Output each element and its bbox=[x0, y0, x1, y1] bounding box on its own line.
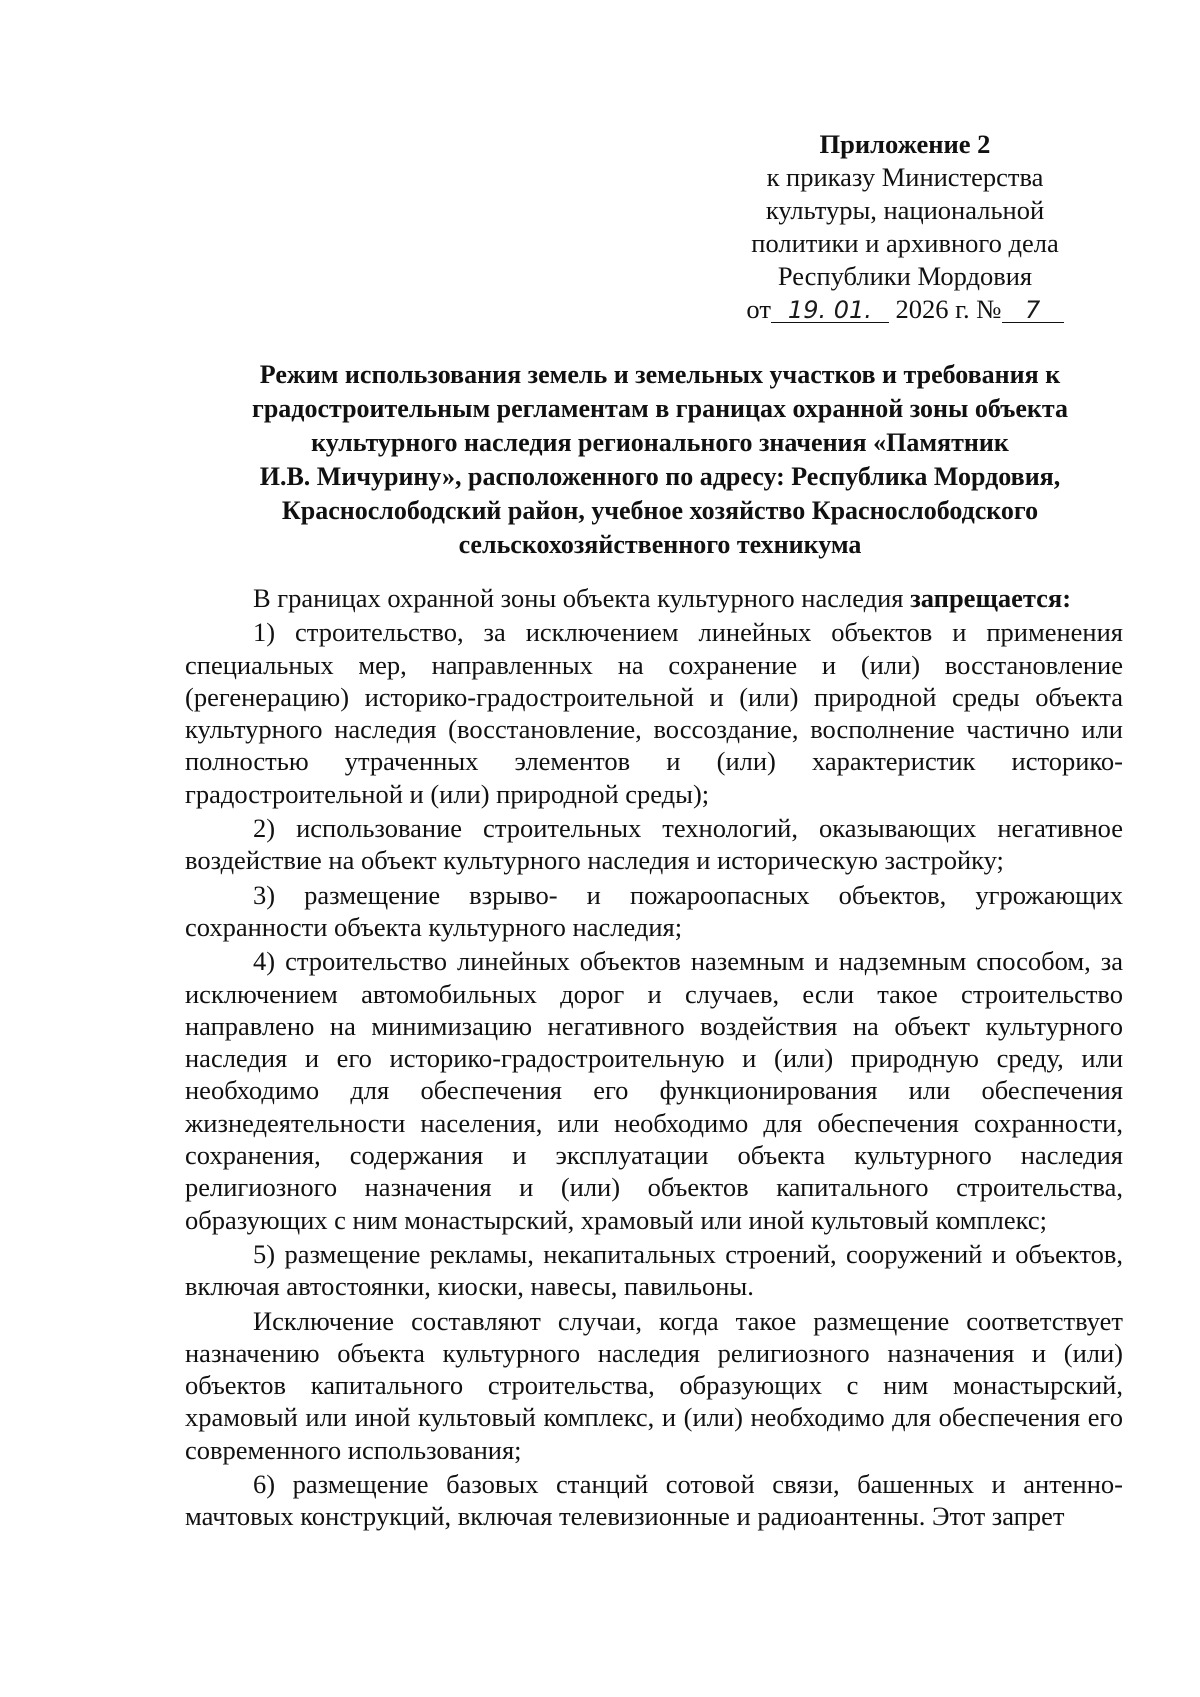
intro-paragraph bbox=[185, 582, 1123, 614]
heading-line: культурного наследия регионального значения «Памятник bbox=[311, 428, 1009, 457]
order-date-line bbox=[695, 293, 1115, 326]
list-item: 2) использование строительных технологий, оказывающих негативное воздействие на объект культурного наследия и историческую застройку; bbox=[185, 813, 1123, 876]
appendix-line: политики и архивного дела bbox=[751, 228, 1059, 258]
heading-line: Режим использования земель и земельных участков и требования к bbox=[259, 360, 1061, 389]
appendix-line: Республики Мордовия bbox=[777, 261, 1033, 291]
appendix-title: Приложение 2 bbox=[819, 129, 991, 159]
date-prefix: от bbox=[746, 294, 771, 324]
document-body bbox=[185, 582, 1123, 1533]
document-heading bbox=[185, 358, 1135, 562]
year-number-label: 2026 г. № bbox=[895, 294, 1002, 324]
heading-line: И.В. Мичурину», расположенного по адресу: Республика Мордовия, bbox=[259, 462, 1061, 491]
heading-line: градостроительным регламентам в границах охранной зоны объекта bbox=[252, 394, 1068, 423]
exception-paragraph: Исключение составляют случаи, когда такое размещение соответствует назначению объекта культурного наследия религиозного назначения и (или) объектов капитального строительства, образующих с ним монастырский, храмовый или иной культовый комплекс, и (или) необходимо для обеспечения его современного использования; bbox=[185, 1305, 1123, 1465]
list-item: 4) строительство линейных объектов наземным и надземным способом, за исключением автомобильных дорог и случаев, если такое строительство направлено на минимизацию негативного воздействия на объект культурного наследия и его историко-градостроительную и (или) природную среду, или необходимо для обеспечения его функционирования или обеспечения жизнедеятельности населения, или необходимо для обеспечения сохранности, сохранения, содержания и эксплуатации объекта культурного наследия религиозного назначения и (или) объектов капитального строительства, образующих с ним монастырский, храмовый или иной культовый комплекс; bbox=[185, 946, 1123, 1235]
list-item: 3) размещение взрыво- и пожароопасных объектов, угрожающих сохранности объекта культурного наследия; bbox=[185, 879, 1123, 942]
intro-bold-word: запрещается: bbox=[910, 583, 1072, 613]
intro-text: В границах охранной зоны объекта культурного наследия bbox=[253, 583, 904, 613]
list-item: 5) размещение рекламы, некапитальных строений, сооружений и объектов, включая автостоянки, киоски, навесы, павильоны. bbox=[185, 1238, 1123, 1302]
heading-line: сельскохозяйственного техникума bbox=[458, 530, 862, 559]
appendix-block bbox=[695, 128, 1115, 326]
list-item: 6) размещение базовых станций сотовой связи, башенных и антенно-мачтовых конструкций, включая телевизионные и радиоантенны. Этот запрет bbox=[185, 1469, 1123, 1532]
list-item: 1) строительство, за исключением линейных объектов и применения специальных мер, направленных на сохранение и (или) восстановление (регенерацию) историко-градостроительной и (или) природной среды объекта культурного наследия (восстановление, воссоздание, восполнение частично или полностью утраченных элементов и (или) характеристик историко-градостроительной и (или) природной среды); bbox=[185, 617, 1123, 809]
appendix-line: культуры, национальной bbox=[765, 195, 1045, 225]
handwritten-date: 19. 01. bbox=[771, 298, 889, 323]
appendix-line: к приказу Министерства bbox=[766, 162, 1044, 192]
heading-line: Краснослободский район, учебное хозяйство Краснослободского bbox=[281, 496, 1039, 525]
handwritten-order-number: 7 bbox=[1002, 298, 1064, 323]
